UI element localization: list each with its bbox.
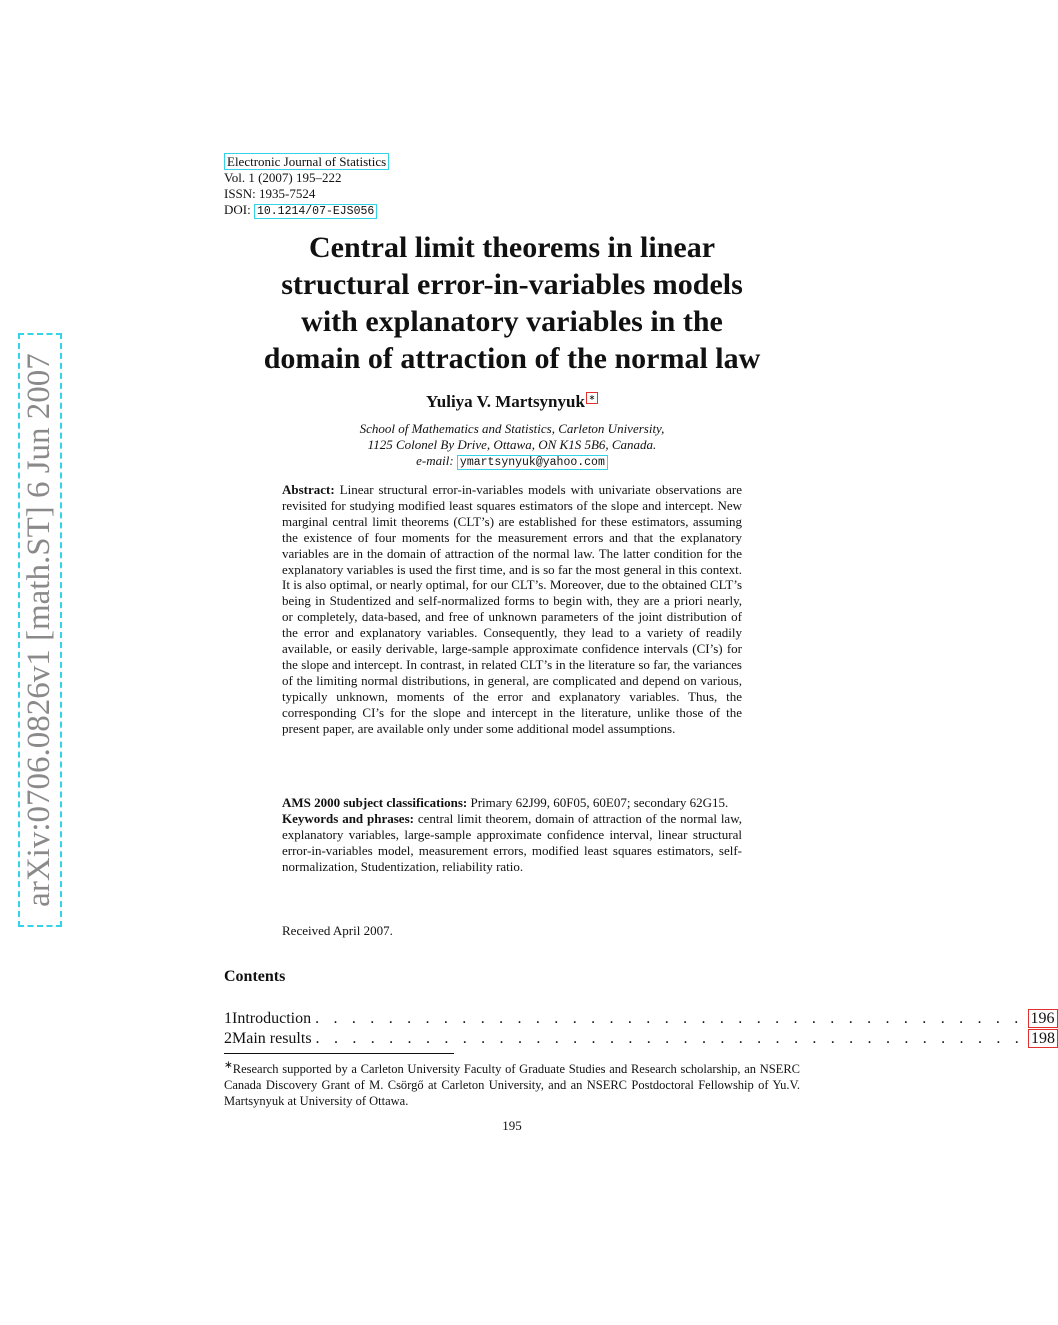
doi-label: DOI: bbox=[224, 202, 251, 217]
title-line: structural error-in-variables models bbox=[281, 268, 743, 301]
paper-title bbox=[224, 229, 800, 377]
toc-page-link[interactable]: 196 bbox=[1028, 1009, 1058, 1028]
abstract-label: Abstract: bbox=[282, 482, 335, 497]
footnote bbox=[224, 1058, 800, 1109]
email-label: e-mail: bbox=[416, 453, 454, 468]
ams-text: Primary 62J99, 60F05, 60E07; secondary 62G15. bbox=[470, 795, 729, 810]
received-date: Received April 2007. bbox=[282, 923, 393, 938]
classification-block bbox=[282, 795, 742, 875]
contents-heading: Contents bbox=[224, 968, 286, 985]
affiliation-line-2: 1125 Colonel By Drive, Ottawa, ON K1S 5B6, Canada. bbox=[367, 437, 657, 452]
footnote-link[interactable]: ∗ bbox=[586, 392, 598, 404]
toc-entry-main-results[interactable] bbox=[224, 1029, 1055, 1049]
journal-name-link[interactable]: Electronic Journal of Statistics bbox=[224, 153, 389, 170]
abstract bbox=[282, 482, 742, 737]
toc-leader: . . . . . . . . . . . . . . . . . . . . . . . . . . . . . . . . . . . . . . . bbox=[315, 1030, 1024, 1047]
toc-page-link[interactable]: 198 bbox=[1028, 1029, 1058, 1048]
affiliation-line-1: School of Mathematics and Statistics, Carleton University, bbox=[359, 421, 665, 436]
toc-entry-introduction[interactable] bbox=[224, 1009, 1055, 1029]
author-line bbox=[224, 391, 800, 413]
title-line: domain of attraction of the normal law bbox=[263, 342, 761, 375]
page-number: 195 bbox=[502, 1118, 522, 1133]
email-link[interactable]: ymartsynyuk@yahoo.com bbox=[457, 455, 608, 470]
journal-issn: ISSN: 1935-7524 bbox=[224, 186, 316, 201]
arxiv-stamp[interactable]: arXiv:0706.0826v1 [math.ST] 6 Jun 2007 bbox=[20, 335, 60, 925]
title-line: with explanatory variables in the bbox=[301, 305, 723, 338]
toc-leader: . . . . . . . . . . . . . . . . . . . . . . . . . . . . . . . . . . . . . . . bbox=[315, 1010, 1024, 1027]
affiliation bbox=[224, 421, 800, 471]
journal-meta bbox=[224, 154, 389, 220]
toc-title[interactable]: Main results bbox=[232, 1030, 312, 1047]
title-line: Central limit theorems in linear bbox=[308, 231, 716, 264]
toc-title[interactable]: Introduction bbox=[232, 1010, 312, 1027]
keywords-label: Keywords and phrases: bbox=[282, 810, 414, 826]
abstract-text: Linear structural error-in-variables models with univariate observations are revisited for studying modified least squares estimators of the slope and intercept. New marginal central limit theorems (CLT’s) are established for these estimators, assuming the existence of four moments for the measurement errors and that the explanatory variables are in the domain of attraction of the normal law. The latter condition for the explanatory variables is used the first time, and is so far the most general in this context. It is also optimal, or nearly optimal, for our CLT’s. Moreover, due to the obtained CLT’s being in Studentized and self-normalized forms to begin with, they are a priori nearly, or completely, data-based, and free of unknown parameters of the joint distribution of the error and explanatory variables. Consequently, they lead to a variety of readily available, or easily derivable, large-sample approximate confidence intervals (CI’s) for the slope and intercept. In contrast, in related CLT’s in the literature so far, the variances of the limiting normal distributions, in general, are complicated and depend on various, typically unknown, moments of the error and explanatory variables. Thus, the corresponding CI’s for the slope and intercept in the literature, unlike those of the present paper, are available only under some additional model assumptions. bbox=[282, 482, 742, 736]
footnote-text: Research supported by a Carleton University Faculty of Graduate Studies and Research scholarship, an NSERC Canada Discovery Grant of M. Csörgő at Carleton University, and an NSERC Postdoctoral Fellowship of Yu.V. Martsynyuk at University of Ottawa. bbox=[224, 1062, 800, 1109]
journal-volume: Vol. 1 (2007) 195–222 bbox=[224, 170, 342, 185]
doi-link[interactable]: 10.1214/07-EJS056 bbox=[254, 204, 377, 219]
toc-number: 1 bbox=[224, 1010, 232, 1027]
keywords-text: central limit theorem, domain of attraction of the normal law, explanatory variables, large-sample approximate confidence interval, linear structural error-in-variables model, measurement errors, modified least squares estimators, self-normalization, Studentization, reliability ratio. bbox=[282, 810, 742, 874]
toc-number: 2 bbox=[224, 1030, 232, 1047]
footnote-rule bbox=[224, 1053, 454, 1054]
footnote-mark: ∗ bbox=[224, 1060, 233, 1071]
ams-label: AMS 2000 subject classifications: bbox=[282, 795, 468, 810]
author-name: Yuliya V. Martsynyuk bbox=[426, 392, 585, 411]
